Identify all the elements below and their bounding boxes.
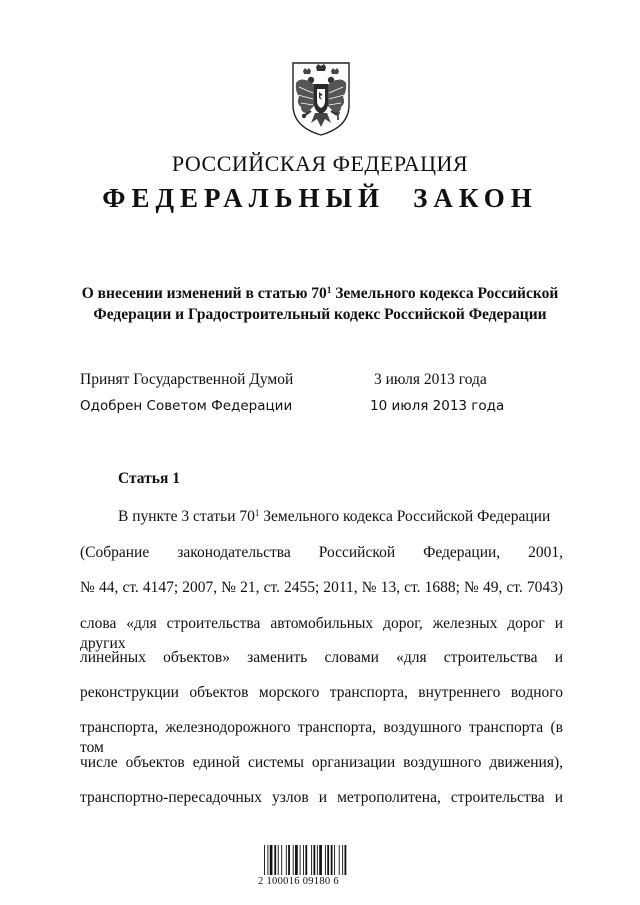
country-name: РОССИЙСКАЯ ФЕДЕРАЦИЯ — [171, 151, 469, 176]
law-title-line-1-part-2: Земельного кодекса Российской — [331, 285, 559, 302]
document-type — [0, 183, 640, 214]
article-line: транспортно-пересадочных узлов и метрополитена, строительства и — [80, 789, 563, 806]
article-line: транспорта, железнодорожного транспорта, воздушного транспорта (в том — [80, 719, 563, 756]
duma-adoption-date: 3 июля 2013 года — [374, 371, 487, 388]
article-line-first-part-2: Земельного кодекса Российской Федерации — [259, 508, 551, 525]
coat-of-arms-icon — [289, 61, 353, 137]
document-type-word-2: ЗАКОН — [413, 183, 538, 213]
law-title — [0, 283, 640, 325]
barcode-icon — [262, 845, 378, 877]
article-line-first-part-1: В пункте 3 статьи 70 — [118, 508, 255, 525]
article-superscript: 1 — [254, 508, 260, 518]
article-line: числе объектов единой системы организации воздушного движения), — [80, 754, 563, 771]
council-approval-label: Одобрен Советом Федерации — [80, 398, 293, 414]
barcode-number: 2 100016 09180 6 — [258, 876, 339, 887]
article-line: реконструкции объектов морского транспорта, внутреннего водного — [80, 684, 563, 701]
law-title-line-1 — [0, 283, 640, 304]
article-line-first — [118, 507, 563, 527]
article-heading: Статья 1 — [118, 470, 180, 487]
law-title-line-1-part-1: О внесении изменений в статью 70 — [81, 285, 327, 302]
duma-adoption-label: Принят Государственной Думой — [80, 371, 294, 388]
article-line: (Собрание законодательства Российской Федерации, 2001, — [80, 544, 563, 561]
document-type-word-1: ФЕДЕРАЛЬНЫЙ — [102, 183, 386, 213]
law-title-line-2: Федерации и Градостроительный кодекс Российской Федерации — [93, 306, 547, 323]
law-title-superscript: 1 — [326, 285, 332, 295]
council-approval-date: 10 июля 2013 года — [370, 398, 505, 414]
article-line: № 44, ст. 4147; 2007, № 21, ст. 2455; 2011, № 13, ст. 1688; № 49, ст. 7043) — [80, 579, 563, 596]
article-line: слова «для строительства автомобильных дорог, железных дорог и других — [80, 615, 563, 652]
article-line: линейных объектов» заменить словами «для строительства и — [80, 649, 563, 666]
